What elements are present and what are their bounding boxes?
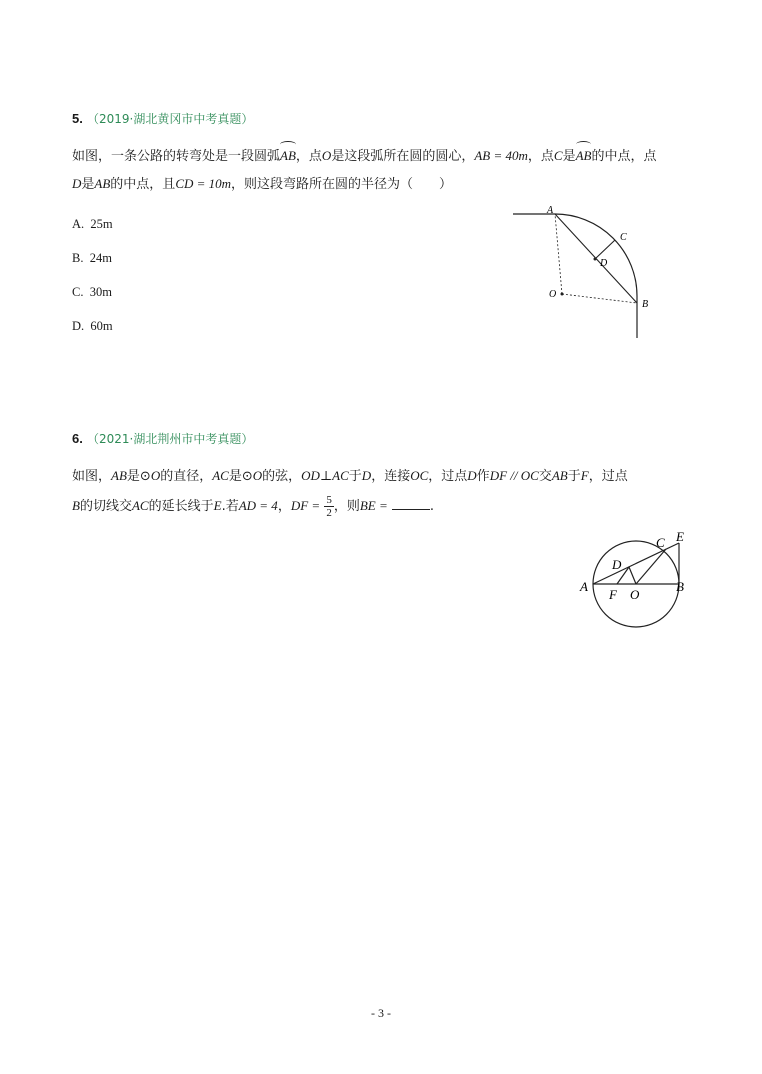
option-b[interactable]	[72, 251, 112, 266]
text: 的延长线于	[148, 499, 214, 514]
text: ，	[277, 499, 291, 514]
option-text: 24m	[89, 251, 112, 265]
math: AB	[94, 176, 111, 191]
label-o: O	[549, 289, 557, 300]
math: OD⊥AC	[301, 468, 349, 483]
answer-blank[interactable]	[392, 498, 430, 510]
question-source: （2019·湖北黄冈市中考真题）	[86, 112, 254, 126]
question-source: （2021·湖北荆州市中考真题）	[86, 432, 254, 446]
radius-oa	[555, 214, 562, 294]
question-5-line-1	[72, 144, 656, 169]
math: C	[553, 148, 563, 163]
math: D	[72, 176, 82, 191]
fraction-denominator: 2	[326, 507, 332, 519]
text: 是	[81, 177, 95, 192]
text: 的切线交	[79, 499, 132, 514]
label-d: D	[600, 258, 608, 269]
math: AB	[111, 468, 127, 483]
fraction-numerator: 5	[326, 494, 332, 506]
math: D	[467, 468, 477, 483]
option-d[interactable]	[72, 319, 113, 334]
math: E	[213, 498, 222, 513]
text: 是⊙	[126, 469, 151, 484]
text: 于	[567, 469, 581, 484]
question-5-header	[72, 110, 253, 127]
label-f: F	[609, 587, 617, 602]
arc-ab: AB	[576, 144, 592, 168]
page-number: - 3 -	[371, 1006, 391, 1020]
option-c[interactable]	[72, 285, 112, 300]
point-d	[594, 258, 597, 261]
text: ，点	[295, 149, 322, 164]
text: 的中点，点	[591, 149, 657, 164]
math: AB	[551, 468, 568, 483]
math: O	[252, 468, 263, 483]
label-e: E	[676, 529, 684, 544]
text: ，过点	[428, 469, 468, 484]
text: .若	[221, 499, 239, 514]
text: ，过点	[588, 469, 628, 484]
math: BE =	[359, 498, 388, 513]
text: 的中点，且	[110, 177, 176, 192]
option-text: 60m	[90, 319, 113, 333]
math: AD = 4	[238, 498, 278, 513]
math: D	[361, 468, 372, 483]
label-c: C	[620, 232, 627, 243]
question-6-header	[72, 430, 253, 447]
question-number: 6.	[72, 431, 83, 446]
segment-cd	[595, 240, 615, 259]
math: AC	[131, 498, 149, 513]
text: .	[429, 499, 435, 514]
option-label: C.	[72, 285, 84, 299]
text: 是	[562, 149, 576, 164]
label-c: C	[656, 535, 665, 550]
option-label: B.	[72, 251, 84, 265]
option-label: A.	[72, 217, 85, 231]
math: F	[580, 468, 589, 483]
option-text: 30m	[89, 285, 112, 299]
fraction	[324, 494, 334, 519]
text: 于	[348, 469, 362, 484]
math: CD = 10m	[175, 176, 232, 191]
math: DF // OC	[489, 468, 539, 483]
segment-oc	[636, 549, 666, 584]
option-text: 25m	[90, 217, 113, 231]
text: 如图，	[72, 469, 112, 484]
math: AC	[212, 468, 229, 483]
arc-ab	[555, 214, 637, 296]
text: ，则	[333, 499, 360, 514]
question-6-figure	[572, 524, 702, 636]
text: 的弦，	[262, 469, 302, 484]
option-label: D.	[72, 319, 85, 333]
center-o	[561, 293, 564, 296]
text: ，连接	[371, 469, 411, 484]
text: 如图，一条公路的转弯处是一段圆弧	[72, 149, 281, 164]
math: OC	[410, 468, 429, 483]
text: 交	[538, 469, 552, 484]
arc-ab: AB	[280, 144, 296, 168]
option-a[interactable]	[72, 217, 113, 232]
label-a: A	[580, 579, 588, 594]
text: 作	[476, 469, 490, 484]
text: 是这段弧所在圆的圆心，	[331, 149, 475, 164]
question-5-figure	[505, 200, 665, 345]
label-d: D	[612, 557, 622, 572]
math: O	[321, 148, 332, 163]
label-b: B	[676, 579, 684, 594]
question-6-line-2	[72, 494, 434, 519]
math: O	[150, 468, 161, 483]
math: B	[72, 498, 80, 513]
label-b: B	[642, 299, 649, 310]
label-a: A	[547, 205, 554, 216]
text: 是⊙	[228, 469, 253, 484]
question-number: 5.	[72, 111, 83, 126]
question-5-line-2	[72, 172, 452, 197]
text: ，则这段弯路所在圆的半径为（ ）	[231, 177, 453, 192]
math: DF =	[290, 498, 321, 513]
math: AB = 40m	[474, 148, 528, 163]
segment-od	[629, 567, 636, 584]
text: ，点	[527, 149, 554, 164]
radius-ob	[562, 294, 637, 303]
question-6-line-1	[72, 464, 628, 489]
label-o: O	[630, 587, 640, 602]
text: 的直径，	[160, 469, 213, 484]
